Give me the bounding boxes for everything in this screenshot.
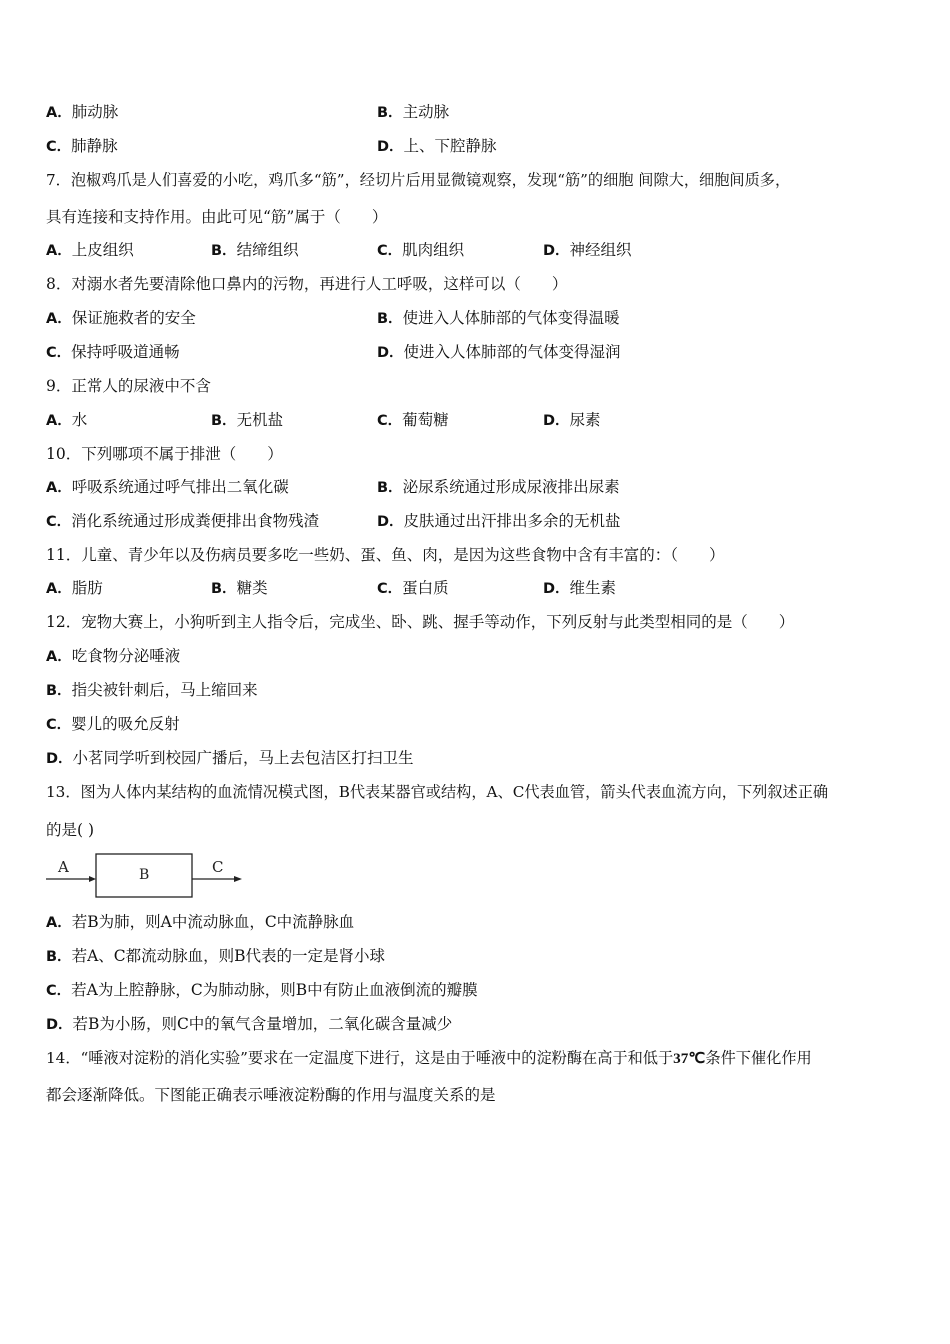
q7-option-d: D．神经组织 xyxy=(543,241,632,259)
q9-option-c: C．葡萄糖 xyxy=(377,411,449,429)
q13-stem-line2: 的是( ) xyxy=(46,821,95,839)
q12-option-c: C．婴儿的吸允反射 xyxy=(46,715,180,733)
q9-option-b: B．无机盐 xyxy=(211,411,284,429)
q12-stem: 12．宠物大赛上，小狗听到主人指令后，完成坐、卧、跳、握手等动作，下列反射与此类型相同的是（ ） xyxy=(46,613,795,631)
q11-option-d: D．维生素 xyxy=(543,579,617,597)
q11-option-c: C．蛋白质 xyxy=(377,579,449,597)
q8-option-a: A．保证施救者的安全 xyxy=(46,309,196,327)
q14-temperature: 37℃ xyxy=(673,1050,706,1067)
q10-option-b: B．泌尿系统通过形成尿液排出尿素 xyxy=(377,478,620,496)
q13-option-b: B．若A、C都流动脉血，则B代表的一定是肾小球 xyxy=(46,947,386,965)
q7-option-a: A．上皮组织 xyxy=(46,241,134,259)
q10-option-c: C．消化系统通过形成粪便排出食物残渣 xyxy=(46,512,320,530)
vessel-a-label: A xyxy=(58,858,69,876)
q7-stem-line2: 具有连接和支持作用。由此可见“筋”属于（ ） xyxy=(46,208,388,226)
q10-option-d: D．皮肤通过出汗排出多余的无机盐 xyxy=(377,512,621,530)
q9-stem: 9．正常人的尿液中不含 xyxy=(46,377,211,395)
q13-stem-line1: 13．图为人体内某结构的血流情况模式图，B代表某器官或结构，A、C代表血管，箭头代表血流方向，下列叙述正确 xyxy=(46,783,829,801)
q8-option-c: C．保持呼吸道通畅 xyxy=(46,343,180,361)
q13-option-d: D．若B为小肠，则C中的氧气含量增加，二氧化碳含量减少 xyxy=(46,1015,453,1033)
q6-option-c: C．肺静脉 xyxy=(46,137,118,155)
vessel-c-arrowhead xyxy=(234,876,242,882)
q13-option-a: A．若B为肺，则A中流动脉血，C中流静脉血 xyxy=(46,913,355,931)
q11-option-b: B．糖类 xyxy=(211,579,268,597)
vessel-a-arrowhead xyxy=(89,876,96,882)
q14-stem-part1: 14．“唾液对淀粉的消化实验”要求在一定温度下进行，这是由于唾液中的淀粉酶在高于和低于 xyxy=(46,1049,674,1067)
q13-option-c: C．若A为上腔静脉，C为肺动脉，则B中有防止血液倒流的瓣膜 xyxy=(46,981,478,999)
q7-option-b: B．结缔组织 xyxy=(211,241,299,259)
q12-option-d: D．小茗同学听到校园广播后，马上去包洁区打扫卫生 xyxy=(46,749,414,767)
q14-stem-line1 xyxy=(46,1048,812,1069)
q12-option-b: B．指尖被针刺后，马上缩回来 xyxy=(46,681,258,699)
vessel-c-label: C xyxy=(212,858,224,876)
q8-stem: 8．对溺水者先要清除他口鼻内的污物，再进行人工呼吸，这样可以（ ） xyxy=(46,275,568,293)
q8-option-d: D．使进入人体肺部的气体变得湿润 xyxy=(377,343,621,361)
q7-option-c: C．肌肉组织 xyxy=(377,241,465,259)
blood-flow-diagram xyxy=(44,848,248,900)
q6-option-b: B．主动脉 xyxy=(377,103,450,121)
q6-option-d: D．上、下腔静脉 xyxy=(377,137,497,155)
organ-b-label: B xyxy=(139,867,150,883)
q9-option-a: A．水 xyxy=(46,411,88,429)
q8-option-b: B．使进入人体肺部的气体变得温暖 xyxy=(377,309,620,327)
q10-option-a: A．呼吸系统通过呼气排出二氧化碳 xyxy=(46,478,289,496)
q11-stem: 11．儿童、青少年以及伤病员要多吃一些奶、蛋、鱼、肉，是因为这些食物中含有丰富的：（ ） xyxy=(46,546,725,564)
q6-option-a: A．肺动脉 xyxy=(46,103,119,121)
q9-option-d: D．尿素 xyxy=(543,411,601,429)
q14-stem-line2: 都会逐渐降低。下图能正确表示唾液淀粉酶的作用与温度关系的是 xyxy=(46,1086,496,1104)
q7-stem-line1: 7．泡椒鸡爪是人们喜爱的小吃，鸡爪多“筋”，经切片后用显微镜观察，发现“筋”的细胞 间隙大，细胞间质多， xyxy=(46,171,791,189)
q14-stem-part2: 条件下催化作用 xyxy=(705,1049,812,1067)
q11-option-a: A．脂肪 xyxy=(46,579,103,597)
q10-stem: 10．下列哪项不属于排泄（ ） xyxy=(46,445,283,463)
q12-option-a: A．吃食物分泌唾液 xyxy=(46,647,181,665)
